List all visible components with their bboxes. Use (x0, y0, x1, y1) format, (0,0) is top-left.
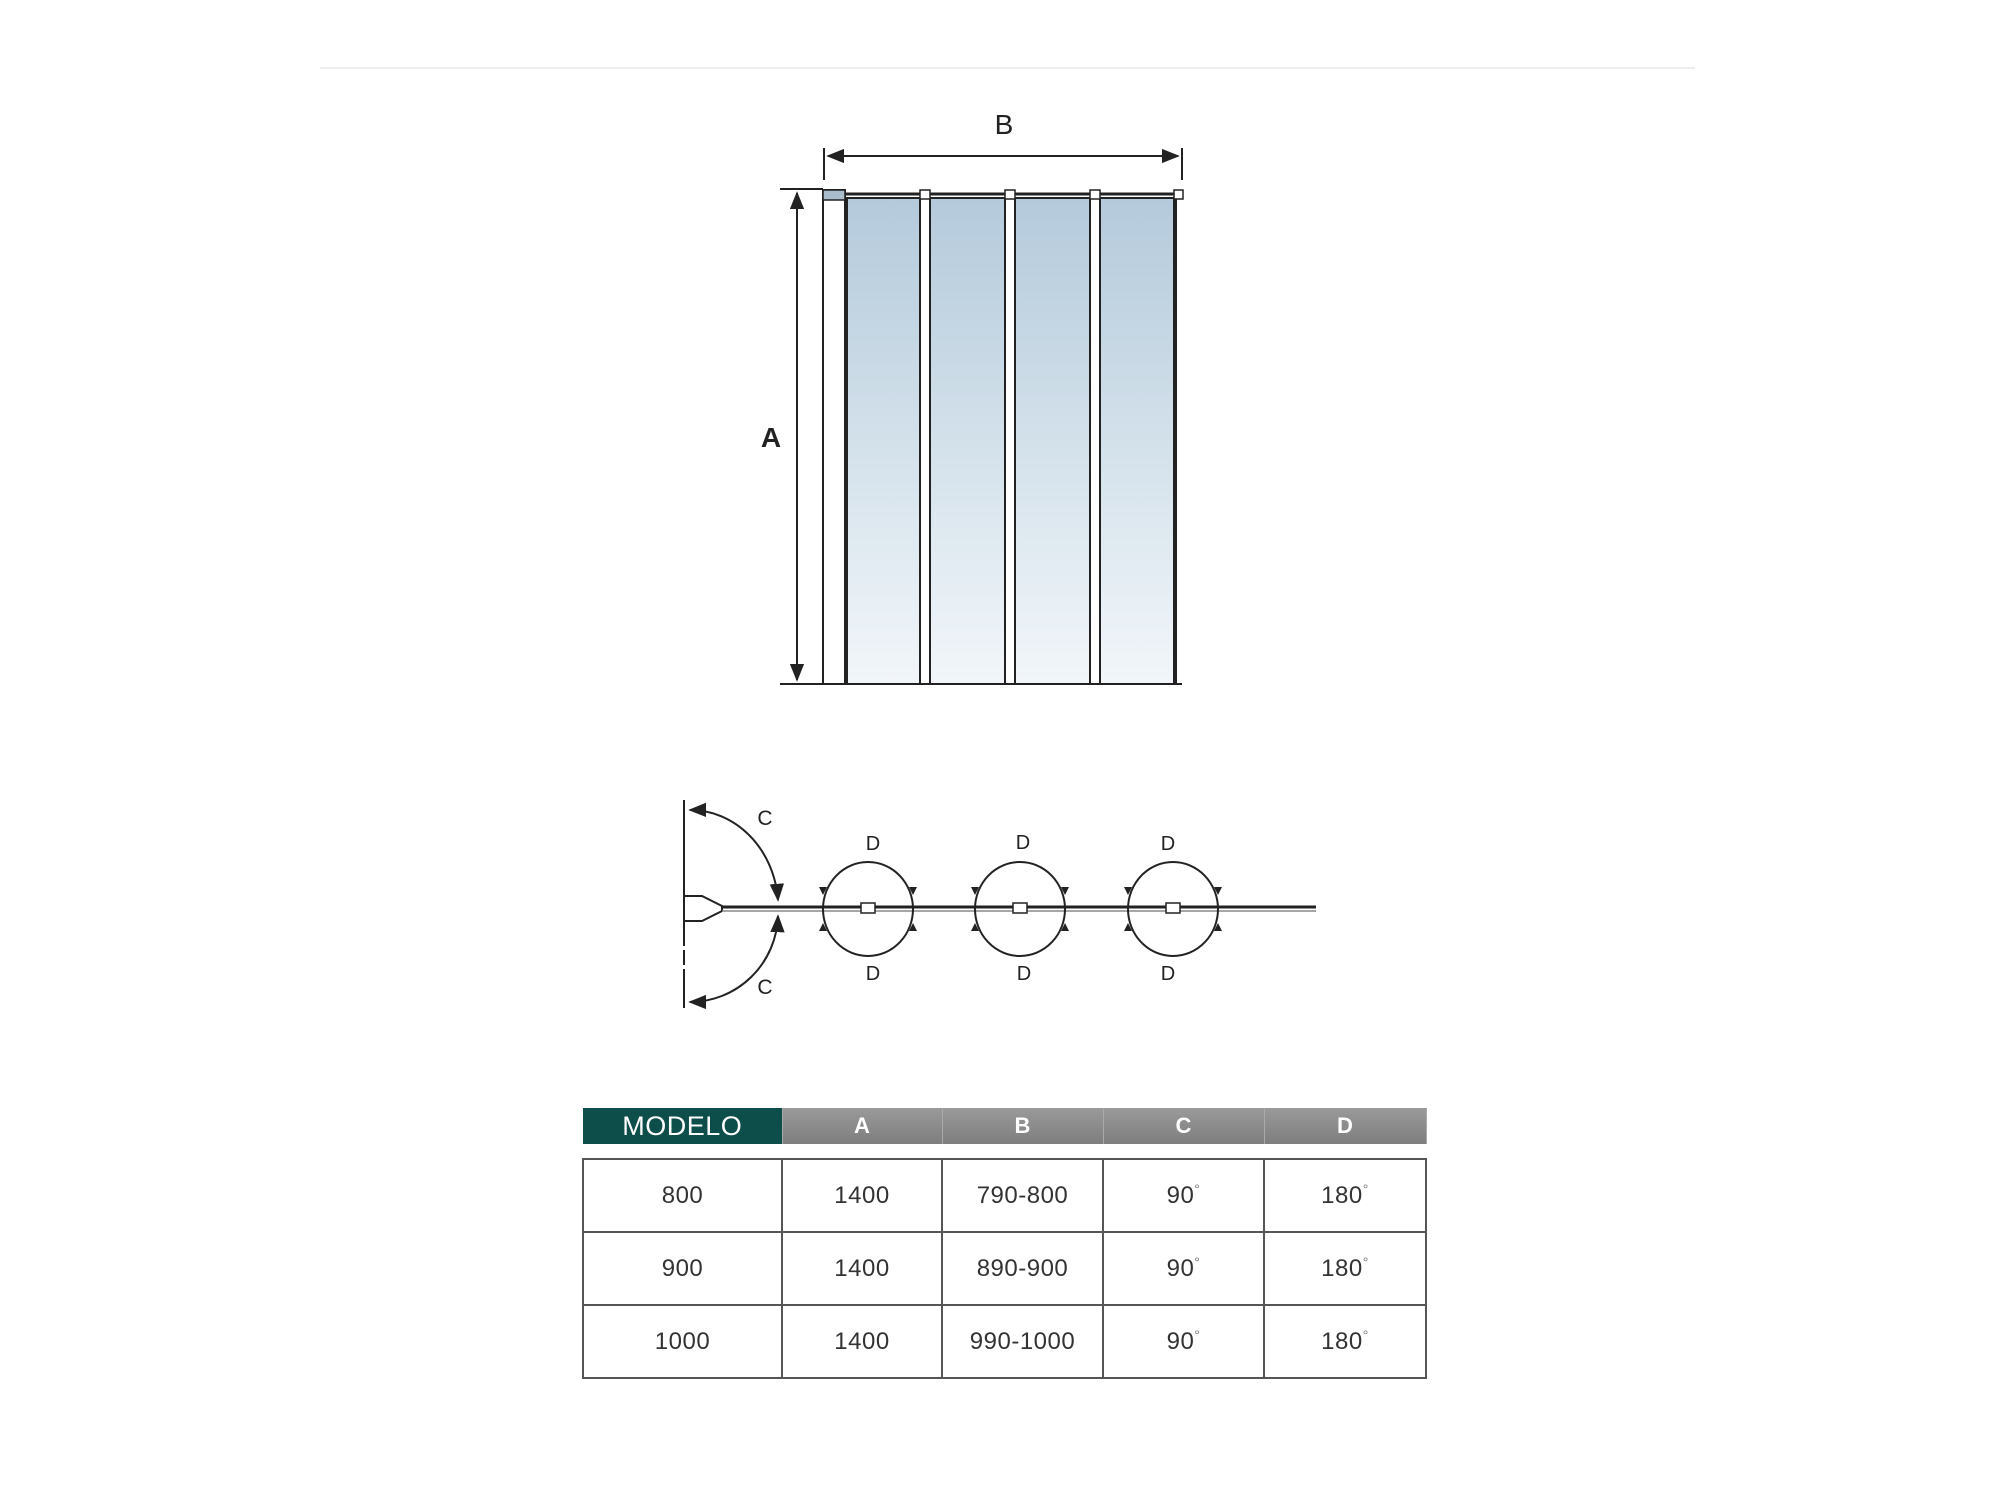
hinge-clip (1005, 190, 1015, 199)
table-header-row (583, 1108, 1426, 1144)
width-label: B (994, 109, 1014, 140)
pivot-1 (819, 833, 917, 985)
cell-b: 790-800 (942, 1159, 1103, 1232)
front-view (761, 109, 1183, 684)
swing-angle-label-top: C (757, 807, 773, 830)
cell-a: 1400 (782, 1232, 942, 1305)
glass-panel-3 (1015, 198, 1090, 684)
hinge-clip (1090, 190, 1100, 199)
cell-modelo: 900 (583, 1232, 782, 1305)
pivot-2-label-bottom: D (1016, 963, 1032, 985)
spec-table-wrapper (582, 1108, 1425, 1379)
swing-angle-label-bottom: C (757, 976, 773, 999)
height-label: A (760, 422, 782, 453)
pivot-3-label-bottom: D (1160, 963, 1176, 985)
cell-modelo: 1000 (583, 1305, 782, 1378)
cell-d: 180° (1264, 1305, 1426, 1378)
cell-c: 90° (1103, 1305, 1264, 1378)
glass-panel-1 (847, 198, 920, 684)
cell-d: 180° (1264, 1232, 1426, 1305)
pivot-2-label-top: D (1015, 832, 1031, 854)
glass-panel-4 (1100, 198, 1174, 684)
pivot-1-label-top: D (865, 833, 881, 855)
header-b: B (942, 1108, 1103, 1144)
cell-a: 1400 (782, 1305, 942, 1378)
top-view (684, 800, 1316, 1008)
wall-hinge-bracket (684, 896, 722, 921)
cell-a: 1400 (782, 1159, 942, 1232)
cell-c: 90° (1103, 1159, 1264, 1232)
cell-b: 890-900 (942, 1232, 1103, 1305)
header-a: A (782, 1108, 942, 1144)
header-d: D (1264, 1108, 1426, 1144)
wall-profile (823, 190, 845, 684)
pivot-3-label-top: D (1160, 833, 1176, 855)
pivot-3 (1124, 833, 1222, 985)
cell-c: 90° (1103, 1232, 1264, 1305)
table-row (583, 1232, 1426, 1305)
header-modelo: MODELO (583, 1108, 782, 1144)
hinge-clip (1174, 190, 1183, 199)
table-row (583, 1305, 1426, 1378)
glass-panel-2 (930, 198, 1005, 684)
cell-modelo: 800 (583, 1159, 782, 1232)
pivot-1-label-bottom: D (865, 963, 881, 985)
table-row (583, 1159, 1426, 1232)
cell-d: 180° (1264, 1159, 1426, 1232)
spec-table (582, 1108, 1427, 1379)
header-c: C (1103, 1108, 1264, 1144)
cell-b: 990-1000 (942, 1305, 1103, 1378)
hinge-clip (920, 190, 930, 199)
